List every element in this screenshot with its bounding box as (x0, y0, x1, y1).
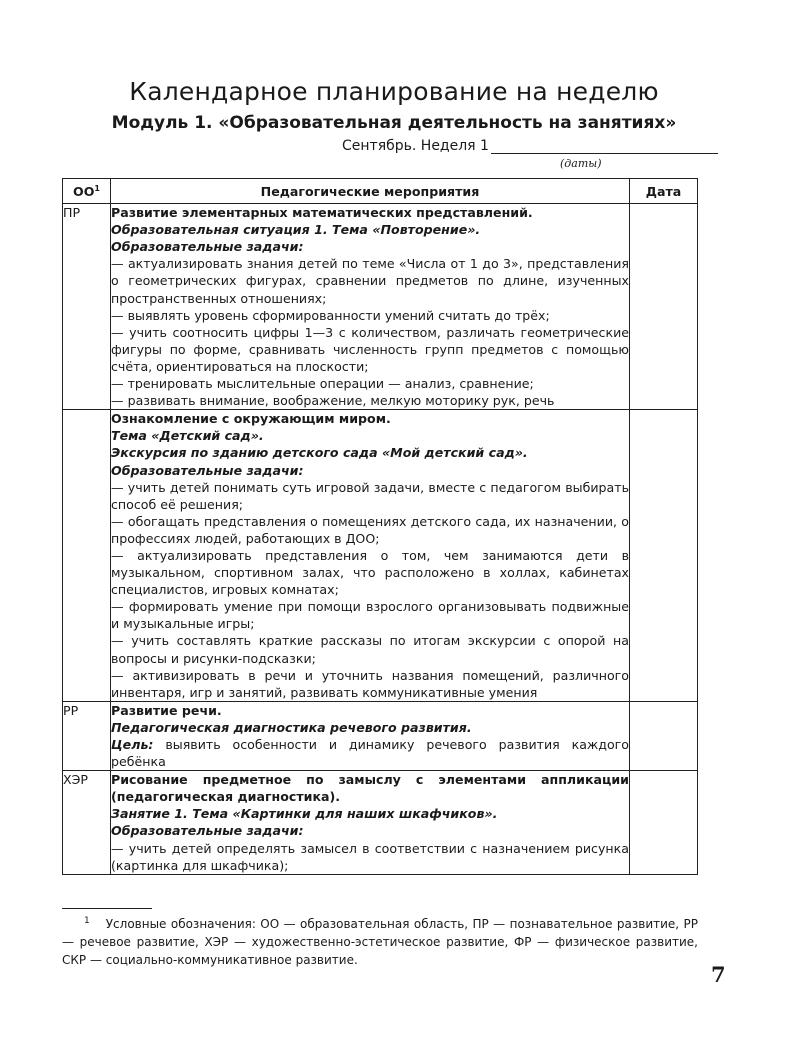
list-item: — учить детей определять замысел в соответствии с назначением рисунка (картинка для шкафчика); (111, 840, 629, 873)
col-header-oo: $ОО^1$ (63, 179, 111, 204)
goal-text: выявить особенности и динамику речевого развития каждого ребёнка (111, 737, 629, 770)
tasks-label: Образовательные задачи: (111, 462, 304, 478)
row-theme-excursion: Экскурсия по зданию детского сада «Мой детский сад». (111, 445, 528, 461)
week-line (342, 138, 718, 154)
row-oo (63, 410, 111, 702)
module-title: Модуль 1. «Образовательная деятельность на занятиях» (111, 113, 677, 133)
row-theme: Педагогическая диагностика речевого развития. (111, 719, 472, 735)
list-item: — учить составлять краткие рассказы по итогам экскурсии с опорой на вопросы и рисунки-подсказки; (111, 633, 629, 666)
tasks-label: Образовательные задачи: (111, 823, 304, 839)
table-header-row (63, 179, 698, 204)
row-heading: Ознакомление с окружающим миром. (111, 411, 391, 427)
row-content (111, 771, 630, 875)
goal-label: Цель: (111, 737, 154, 752)
footnote-text: Условные обозначения: ОО — образовательная область, ПР — познавательное развитие, РР — речевое развитие, ХЭР — художественно-эстетическое развитие, ФР — физическое развитие, СКР — социально-коммуникативное развитие. (62, 917, 698, 967)
list-item: — учить детей понимать суть игровой задачи, вместе с педагогом выбирать способ её решения; (111, 479, 629, 512)
row-heading: Развитие элементарных математических представлений. (111, 205, 533, 221)
row-heading: Развитие речи. (111, 702, 222, 718)
table-row (63, 771, 698, 875)
row-date (630, 410, 698, 702)
dates-note: (даты) (560, 157, 602, 170)
row-date (630, 204, 698, 410)
row-date (630, 701, 698, 770)
row-oo: РР (63, 701, 111, 770)
week-label: Сентябрь. Неделя 1 (342, 138, 489, 154)
list-item: — выявлять уровень сформированности умений считать до трёх; (111, 307, 550, 323)
plan-table (62, 178, 698, 875)
tasks-label: Образовательные задачи: (111, 239, 304, 255)
col-header-date: Дата (630, 179, 698, 204)
row-content (111, 410, 630, 702)
row-goal (111, 736, 629, 770)
table-row (63, 204, 698, 410)
footnote (62, 912, 698, 969)
row-content (111, 204, 630, 410)
row-oo: ХЭР (63, 771, 111, 875)
list-item: — учить соотносить цифры 1—3 с количеством, различать геометрические фигуры по форме, сравнивать численность групп предметов с помощью счёта, ориентироваться на плоскости; (111, 324, 629, 374)
table-row (63, 410, 698, 702)
row-theme: Занятие 1. Тема «Картинки для наших шкафчиков». (111, 806, 498, 822)
footnote-rule (62, 908, 152, 909)
row-date (630, 771, 698, 875)
list-item: — формировать умение при помощи взрослого организовывать подвижные и музыкальные игры; (111, 599, 629, 632)
footnote-mark: 1 (84, 916, 90, 926)
list-item: — тренировать мыслительные операции — анализ, сравнение; (111, 376, 534, 392)
row-heading: Рисование предметное по замыслу с элементами аппликации (педагогическая диагностика). (111, 772, 629, 805)
list-item: — развивать внимание, воображение, мелкую моторику рук, речь (111, 393, 555, 409)
row-theme: Тема «Детский сад». (111, 428, 264, 444)
row-theme: Образовательная ситуация 1. Тема «Повторение». (111, 222, 481, 238)
col-header-activities: Педагогические мероприятия (111, 179, 630, 204)
dates-blank-line (491, 139, 718, 154)
list-item: — актуализировать знания детей по теме «Числа от 1 до 3», представления о геометрических фигурах, сравнении предметов по длине, изученных пространственных отношениях; (111, 256, 629, 306)
page-number: 7 (711, 962, 726, 987)
row-oo: ПР (63, 204, 111, 410)
list-item: — актуализировать представления о том, чем занимаются дети в музыкальном, спортивном залах, что расположено в холлах, кабинетах специалистов, игровых комнатах; (111, 547, 629, 598)
list-item: — активизировать в речи и уточнить названия помещений, различного инвентаря, игр и занятий, развивать коммуникативные умения (111, 667, 629, 700)
page-title: Календарное планирование на неделю (129, 77, 659, 106)
table-row (63, 701, 698, 770)
row-content (111, 701, 630, 770)
list-item: — обогащать представления о помещениях детского сада, их назначении, о профессиях людей, работающих в ДОО; (111, 513, 629, 546)
